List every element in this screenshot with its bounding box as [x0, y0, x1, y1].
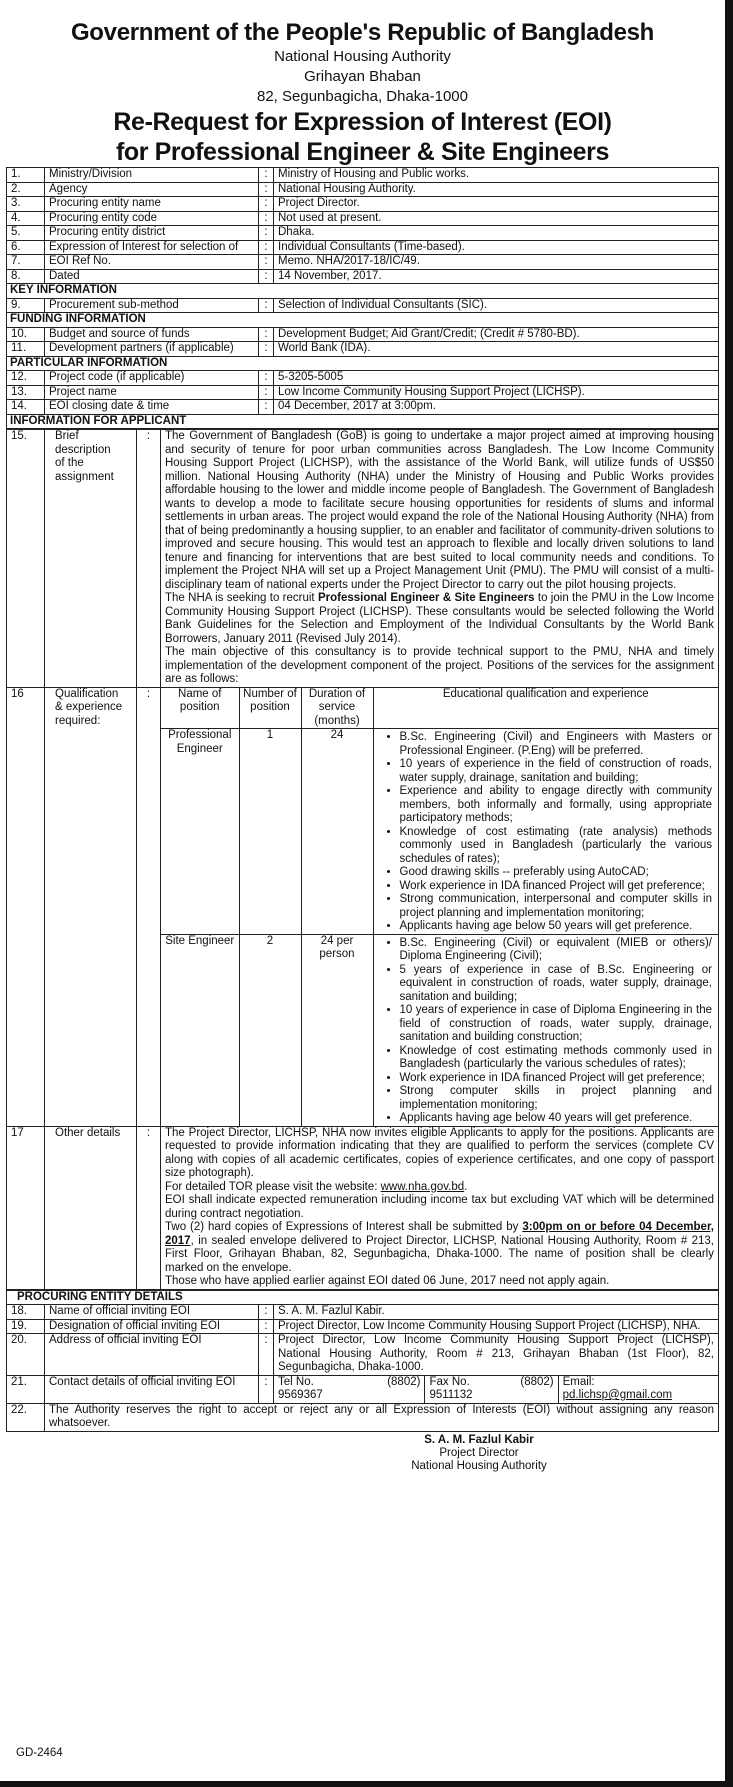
- row-colon: :: [259, 255, 274, 270]
- row-label: Procuring entity code: [45, 211, 259, 226]
- table-row: [7, 327, 719, 342]
- row-value: Selection of Individual Consultants (SIC).: [274, 298, 719, 313]
- row-label: Budget and source of funds: [45, 327, 259, 342]
- row-colon: :: [259, 342, 274, 357]
- row-label: Address of official inviting EOI: [45, 1334, 259, 1376]
- table-row: [7, 168, 719, 183]
- row-number: 21.: [7, 1375, 45, 1403]
- row-label: EOI closing date & time: [45, 400, 259, 415]
- fax-code: (8802): [520, 1375, 554, 1388]
- row-value: S. A. M. Fazlul Kabir.: [274, 1305, 719, 1320]
- row-value: 04 December, 2017 at 3:00pm.: [274, 400, 719, 415]
- row-label: Ministry/Division: [45, 168, 259, 183]
- assignment-label: Brief description of the assignment: [45, 430, 137, 688]
- row-colon: :: [259, 269, 274, 284]
- row-value: Memo. NHA/2017-18/IC/49.: [274, 255, 719, 270]
- list-item: • Applicants having age below 40 years will get preference.: [400, 1112, 713, 1126]
- table-row: [7, 1319, 719, 1334]
- other-paragraph-3: EOI shall indicate expected remuneration including income tax but excluding VAT which will be determined during contract negotiation.: [165, 1194, 714, 1220]
- row-value: Ministry of Housing and Public works.: [274, 168, 719, 183]
- applicant-info-table: [6, 429, 719, 1290]
- list-item: • Work experience in IDA financed Project will get preference;: [400, 1072, 713, 1086]
- procuring-entity-table: [6, 1290, 719, 1432]
- tel-label: Tel No.: [278, 1375, 314, 1388]
- row-number: 1.: [7, 168, 45, 183]
- positions-cell: [161, 687, 719, 1126]
- list-item: • Strong communication, interpersonal and computer skills in project planning and implementation monitoring;: [400, 893, 713, 920]
- table-row: [7, 255, 719, 270]
- row-number: 3.: [7, 197, 45, 212]
- government-title: Government of the People's Republic of Bangladesh: [70, 19, 655, 46]
- other-details-label: Other details: [45, 1126, 137, 1289]
- paragraph-text: Two (2) hard copies of Expressions of Interest shall be submitted by: [165, 1221, 523, 1233]
- row-colon: :: [259, 371, 274, 386]
- list-item: • Good drawing skills -- preferably using AutoCAD;: [400, 866, 713, 880]
- row-number: 5.: [7, 226, 45, 241]
- contact-table: [274, 1376, 718, 1403]
- gd-code: GD-2464: [16, 1747, 63, 1759]
- email: [558, 1376, 718, 1403]
- row-value: Low Income Community Housing Support Project (LICHSP).: [274, 385, 719, 400]
- position-name: Site Engineer: [161, 934, 239, 1126]
- other-paragraph-2: [165, 1181, 714, 1195]
- table-row: [7, 197, 719, 212]
- row-colon: :: [259, 1334, 274, 1376]
- section-heading-row: [7, 284, 719, 299]
- assignment-description: [161, 430, 719, 688]
- building-name: Grihayan Bhaban: [304, 68, 421, 85]
- notice-header: [6, 18, 719, 167]
- table-row: [7, 269, 719, 284]
- row-label: Project name: [45, 385, 259, 400]
- row-colon: :: [259, 226, 274, 241]
- row-number: 10.: [7, 327, 45, 342]
- paragraph-text: The NHA is seeking to recruit: [165, 592, 318, 604]
- signatory-name: S. A. M. Fazlul Kabir: [424, 1433, 534, 1446]
- position-duration: 24 per person: [301, 934, 373, 1126]
- row-colon: :: [259, 1375, 274, 1403]
- table-row: [7, 1334, 719, 1376]
- positions-header-row: [161, 688, 718, 729]
- table-row: [7, 342, 719, 357]
- row-label: Dated: [45, 269, 259, 284]
- row-colon: :: [259, 197, 274, 212]
- contact-inner-row: [274, 1376, 718, 1403]
- fax-number: 9511132: [429, 1389, 473, 1401]
- email-link[interactable]: pd.lichsp@gmail.com: [562, 1389, 673, 1401]
- eoi-title-line1: Re-Request for Expression of Interest (EOI): [113, 108, 612, 136]
- row-number: 11.: [7, 342, 45, 357]
- fax: [425, 1376, 558, 1403]
- paragraph-text: , in sealed envelope delivered to Project Director, LICHSP, National Housing Authority, Room # 213, First Floor, Grihayan Bhaban, 82, Segunbagicha, Dhaka-1000. The name of position shall be clearly marked on the envelope.: [165, 1234, 714, 1274]
- row-label: Expression of Interest for selection of: [45, 240, 259, 255]
- list-item: • Knowledge of cost estimating (rate analysis) methods commonly used in Bangladesh (particularly the various schedules of rates);: [400, 826, 713, 867]
- row-label: EOI Ref No.: [45, 255, 259, 270]
- row-colon: :: [259, 1319, 274, 1334]
- list-item: • 5 years of experience in case of B.Sc. Engineering or equivalent in construction of roads, water supply, drainage, sanitation and building;: [400, 964, 713, 1005]
- row-number: 6.: [7, 240, 45, 255]
- header-position-number: Number of position: [239, 688, 301, 729]
- position-titles: Professional Engineer & Site Engineers: [317, 592, 535, 604]
- table-row: [7, 1403, 719, 1431]
- other-paragraph-5: Those who have applied earlier against EOI dated 06 June, 2017 need not apply again.: [165, 1275, 610, 1287]
- signatory-title: Project Director: [439, 1446, 519, 1459]
- table-row: [7, 400, 719, 415]
- row-colon: :: [259, 385, 274, 400]
- positions-table: [161, 688, 718, 1126]
- row-number: 9.: [7, 298, 45, 313]
- row-value: Dhaka.: [274, 226, 719, 241]
- row-value: Project Director, Low Income Community Housing Support Project (LICHSP), National Housing Authority, Room # 213, Grihayan Bhaban (1st Floor), 82, Segunbagicha, Dhaka-1000.: [274, 1334, 719, 1376]
- position-name: Professional Engineer: [161, 729, 239, 935]
- fax-label: Fax No.: [429, 1375, 470, 1388]
- applicant-heading: INFORMATION FOR APPLICANT: [7, 414, 719, 429]
- position-number: 1: [239, 729, 301, 935]
- row-colon: :: [137, 687, 161, 1126]
- table-row: [7, 211, 719, 226]
- table-row: [7, 385, 719, 400]
- other-details-text: [161, 1126, 719, 1289]
- signature-block: [349, 1434, 609, 1473]
- row-number: 16: [7, 687, 45, 1126]
- eoi-main-table: [6, 167, 719, 429]
- row-colon: :: [259, 1305, 274, 1320]
- row-label: Project code (if applicable): [45, 371, 259, 386]
- list-item: • B.Sc. Engineering (Civil) or equivalent (MIEB or others)/ Diploma Engineering (Civil);: [400, 937, 713, 964]
- section-heading-row: [7, 414, 719, 429]
- position-qualifications: [373, 934, 718, 1126]
- row-value: World Bank (IDA).: [274, 342, 719, 357]
- table-row: [7, 298, 719, 313]
- assignment-row: [7, 430, 719, 688]
- tel-number: 9569367: [278, 1389, 323, 1401]
- table-row: [7, 371, 719, 386]
- contact-cell: [274, 1375, 719, 1403]
- section-heading-row: [7, 1290, 719, 1305]
- position-number: 2: [239, 934, 301, 1126]
- row-colon: :: [259, 327, 274, 342]
- row-label: Procurement sub-method: [45, 298, 259, 313]
- table-row: [7, 240, 719, 255]
- row-number: 4.: [7, 211, 45, 226]
- paragraph-text: For detailed TOR please visit the website:: [165, 1180, 381, 1193]
- assignment-paragraph-1: The Government of Bangladesh (GoB) is going to undertake a major project aimed at improving housing and security of tenure for poor urban communities across Bangladesh. The Low Income Community Housing Support Project (LICHSP), with the assistance of the World Bank, will utilize funds of US$50 million. National Housing Authority (NHA) under the Ministry of Housing and Public Works provides affordable housing to the lower and middle income people of Bangladesh. The Government of Bangladesh wants to develop a mode to facilitate secure housing opportunities for residents of slums and informal settlements in urban areas. The project would expand the role of the National Housing Authority (NHA) from that of being predominantly a housing supplier, to an enabler and facilitator of community-driven solutions to improved and secure housing. This would test an approach to flexible and locally driven solutions to land tenure and financing for interventions that are best suited to local community needs and conditions. To implement the Project NHA will set up a Project Management Unit (PMU). The PMU will consist of a multi-disciplinary team of national experts under the Project Director to carry out the pilot housing projects.: [165, 430, 714, 591]
- other-paragraph-4: [165, 1221, 714, 1275]
- list-item: • Work experience in IDA financed Project will get preference;: [400, 880, 713, 894]
- position-qualifications: [373, 729, 718, 935]
- reservation-statement: The Authority reserves the right to accept or reject any or all Expression of Interests (EOI) without assigning any reason whatsoever.: [45, 1403, 719, 1431]
- row-value: Development Budget; Aid Grant/Credit; (Credit # 5780-BD).: [274, 327, 719, 342]
- paragraph-text: .: [464, 1180, 468, 1193]
- funding-heading: FUNDING INFORMATION: [7, 313, 719, 328]
- row-number: 18.: [7, 1305, 45, 1320]
- row-value: Not used at present.: [274, 211, 719, 226]
- position-row-site: [161, 934, 718, 1126]
- row-colon: :: [259, 240, 274, 255]
- row-label: Procuring entity district: [45, 226, 259, 241]
- assignment-paragraph-3: The main objective of this consultancy is to provide technical support to the PMU, NHA and timely implementation of the development component of the project. Positions of the services for the assignment are as follows:: [165, 646, 714, 685]
- row-number: 2.: [7, 182, 45, 197]
- list-item: • Knowledge of cost estimating methods commonly used in Bangladesh (particularly the various schedules of rates);: [400, 1045, 713, 1072]
- table-row: [7, 182, 719, 197]
- row-value: 14 November, 2017.: [274, 269, 719, 284]
- section-heading-row: [7, 356, 719, 371]
- row-value: 5-3205-5005: [274, 371, 719, 386]
- row-value: Project Director.: [274, 197, 719, 212]
- assignment-paragraph-2: [165, 592, 714, 646]
- row-value: Project Director, Low Income Community Housing Support Project (LICHSP), NHA.: [274, 1319, 719, 1334]
- row-number: 12.: [7, 371, 45, 386]
- authority-address: 82, Segunbagicha, Dhaka-1000: [257, 88, 468, 105]
- contact-row: [7, 1375, 719, 1403]
- row-number: 19.: [7, 1319, 45, 1334]
- row-colon: :: [259, 168, 274, 183]
- row-number: 20.: [7, 1334, 45, 1376]
- row-label: Procuring entity name: [45, 197, 259, 212]
- paragraph-text: to join the PMU in the Low Income Community Housing Support Project (LICHSP). These consultants would be selected following the World Bank Guidelines for the Selection and Employment of the Individual Consultants by the World Bank Borrowers, January 2011 (Revised July 2014).: [165, 592, 715, 645]
- list-item: • Experience and ability to engage directly with community members, both informally and formally, using appropriate participatory methods;: [400, 785, 713, 826]
- qualification-label: Qualification & experience required:: [45, 687, 137, 1126]
- procuring-heading: PROCURING ENTITY DETAILS: [7, 1290, 719, 1305]
- row-number: 15.: [7, 430, 45, 688]
- list-item: • Applicants having age below 50 years will get preference.: [400, 920, 713, 934]
- row-colon: :: [259, 400, 274, 415]
- list-item: • B.Sc. Engineering (Civil) and Engineers with Masters or Professional Engineer. (P.Eng) will be preferred.: [400, 731, 713, 758]
- authority-name: National Housing Authority: [274, 48, 451, 65]
- table-row: [7, 226, 719, 241]
- row-number: 22.: [7, 1403, 45, 1431]
- list-item: • 10 years of experience in the field of construction of roads, water supply, drainage, sanitation and building;: [400, 758, 713, 785]
- key-info-heading: KEY INFORMATION: [7, 284, 719, 299]
- row-colon: :: [259, 298, 274, 313]
- email-label: Email:: [562, 1375, 595, 1388]
- row-colon: :: [137, 1126, 161, 1289]
- qualification-list: [378, 937, 713, 1126]
- header-position-name: Name of position: [161, 688, 239, 729]
- row-label: Name of official inviting EOI: [45, 1305, 259, 1320]
- row-number: 14.: [7, 400, 45, 415]
- row-number: 8.: [7, 269, 45, 284]
- signatory-org: National Housing Authority: [411, 1459, 547, 1472]
- particular-heading: PARTICULAR INFORMATION: [7, 356, 719, 371]
- qualification-list: [378, 731, 713, 934]
- tor-website-link[interactable]: www.nha.gov.bd: [380, 1180, 465, 1193]
- position-duration: 24: [301, 729, 373, 935]
- row-label: Agency: [45, 182, 259, 197]
- header-duration: Duration of service (months): [301, 688, 373, 729]
- row-number: 17: [7, 1126, 45, 1289]
- qualification-row: [7, 687, 719, 1126]
- list-item: • 10 years of experience in case of Diploma Engineering in the field of construction of roads, water supply, drainage, sanitation and building construction;: [400, 1004, 713, 1045]
- submission-deadline: 3:00pm on or before 04 December, 2017: [165, 1221, 714, 1247]
- row-number: 13.: [7, 385, 45, 400]
- row-value: Individual Consultants (Time-based).: [274, 240, 719, 255]
- row-colon: :: [259, 211, 274, 226]
- row-colon: :: [259, 182, 274, 197]
- row-label: Contact details of official inviting EOI: [45, 1375, 259, 1403]
- row-colon: :: [137, 430, 161, 688]
- row-label: Development partners (if applicable): [45, 342, 259, 357]
- telephone: [274, 1376, 425, 1403]
- tel-code: (8802): [387, 1375, 421, 1388]
- position-row-professional: [161, 729, 718, 935]
- row-label: Designation of official inviting EOI: [45, 1319, 259, 1334]
- other-details-row: [7, 1126, 719, 1289]
- row-number: 7.: [7, 255, 45, 270]
- header-qualification: Educational qualification and experience: [373, 688, 718, 729]
- list-item: • Strong computer skills in project planning and implementation monitoring;: [400, 1085, 713, 1112]
- section-heading-row: [7, 313, 719, 328]
- row-value: National Housing Authority.: [274, 182, 719, 197]
- table-row: [7, 1305, 719, 1320]
- eoi-title-line2: for Professional Engineer & Site Engineers: [115, 138, 610, 166]
- other-paragraph-1: The Project Director, LICHSP, NHA now invites eligible Applicants to apply for the positions. Applicants are requested to provide information indicating that they are qualified to perform the services (complete CV along with copies of all academic certificates, copies of experience certificates, and one copy of passport size photograph).: [165, 1126, 714, 1179]
